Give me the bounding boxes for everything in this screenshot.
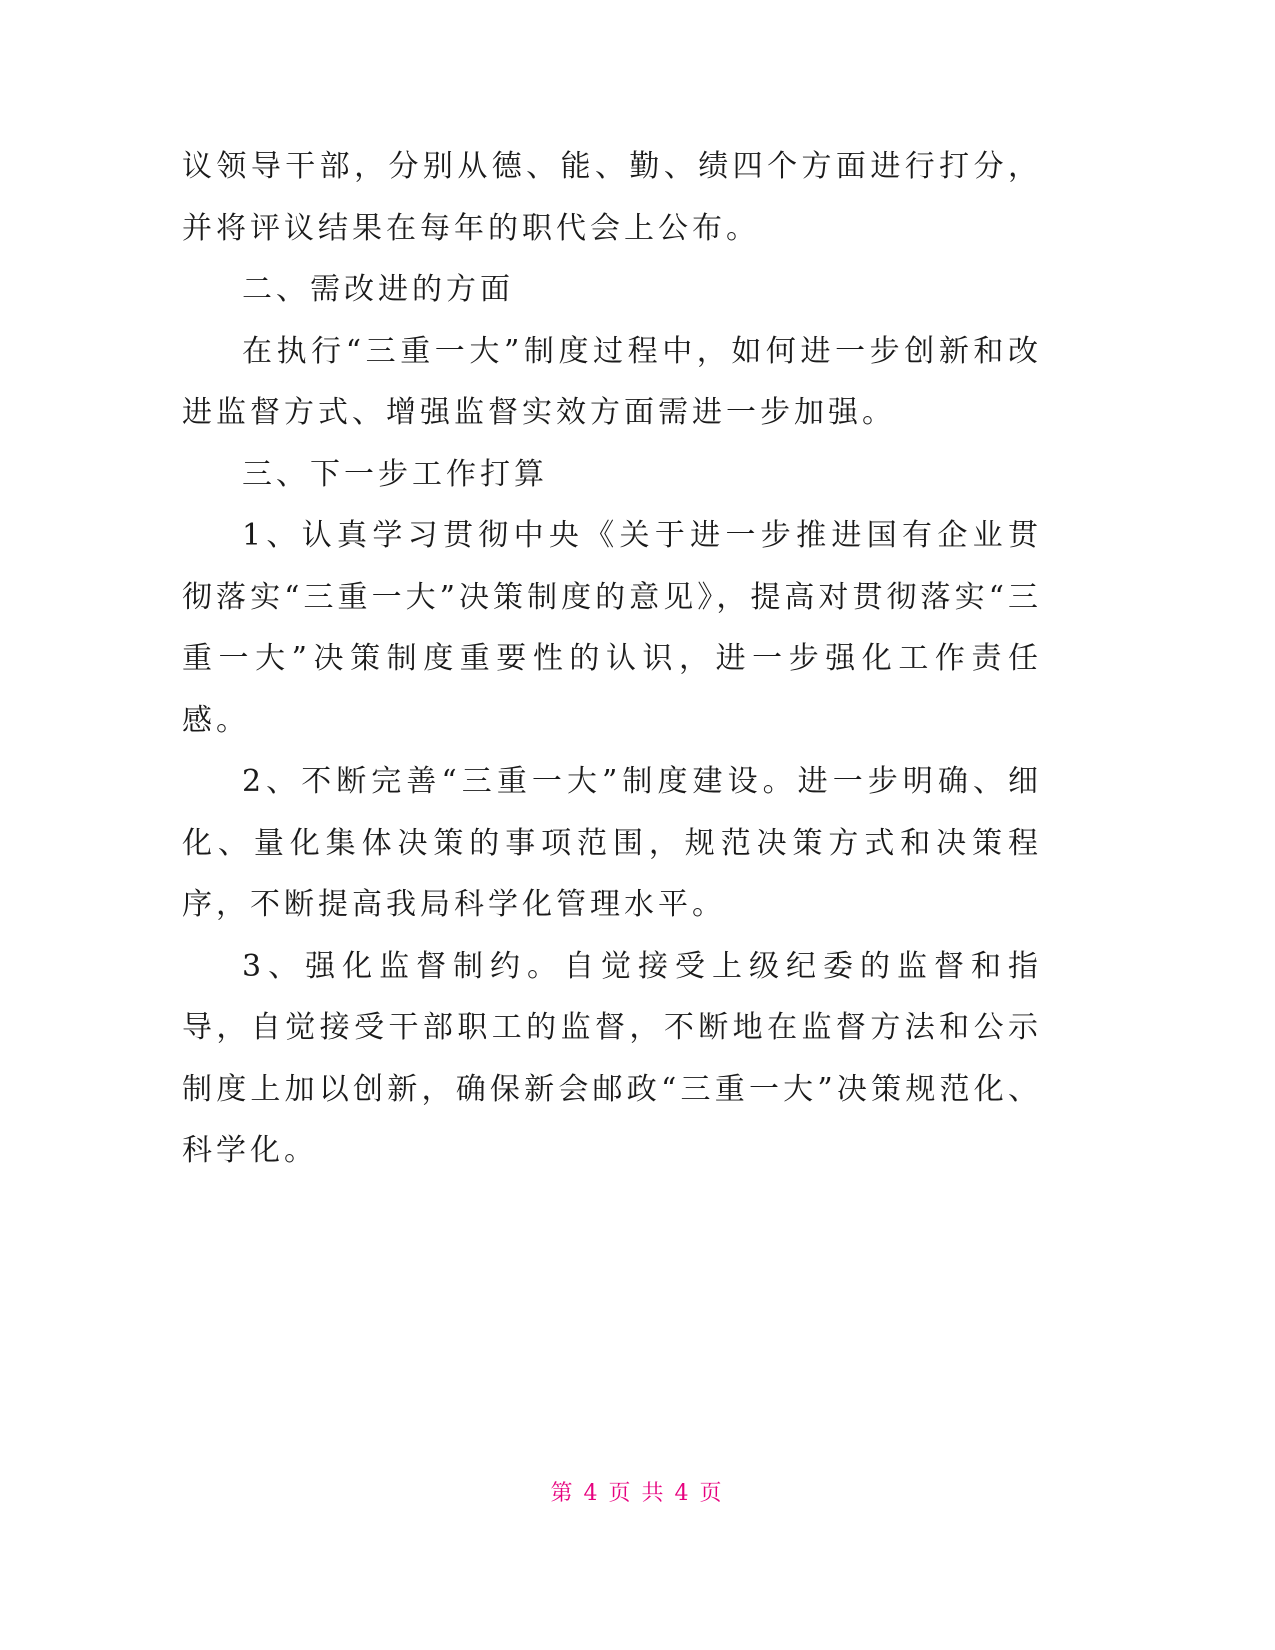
list-item-3: 3、强化监督制约。自觉接受上级纪委的监督和指导，自觉接受干部职工的监督，不断地在监督方法和公示制度上加以创新，确保新会邮政“三重一大”决策规范化、科学化。 (182, 948, 1042, 1168)
footer-total-pages: 4 (674, 1481, 692, 1506)
list-item-2: 2、不断完善“三重一大”制度建设。进一步明确、细化、量化集体决策的事项范围，规范决策方式和决策程序，不断提高我局科学化管理水平。 (182, 764, 1042, 922)
section-heading-improvements: 二、需改进的方面 (242, 272, 514, 307)
document-body (182, 136, 1042, 1182)
paragraph-improvements: 在执行“三重一大”制度过程中，如何进一步创新和改进监督方式、增强监督实效方面需进一步加强。 (182, 333, 1042, 430)
page-footer (0, 1476, 1275, 1507)
footer-total-word: 共 (641, 1481, 667, 1506)
footer-prefix: 第 (550, 1481, 576, 1506)
list-item-1: 1、认真学习贯彻中央《关于进一步推进国有企业贯彻落实“三重一大”决策制度的意见》，提高对贯彻落实“三重一大”决策制度重要性的认识，进一步强化工作责任感。 (182, 518, 1042, 738)
paragraph-1: 议领导干部，分别从德、能、勤、绩四个方面进行打分，并将评议结果在每年的职代会上公布。 (182, 149, 1042, 246)
section-heading-next-steps: 三、下一步工作打算 (242, 456, 548, 492)
footer-suffix: 页 (699, 1481, 725, 1506)
footer-page-word: 页 (608, 1481, 634, 1506)
footer-current-page: 4 (583, 1481, 601, 1506)
